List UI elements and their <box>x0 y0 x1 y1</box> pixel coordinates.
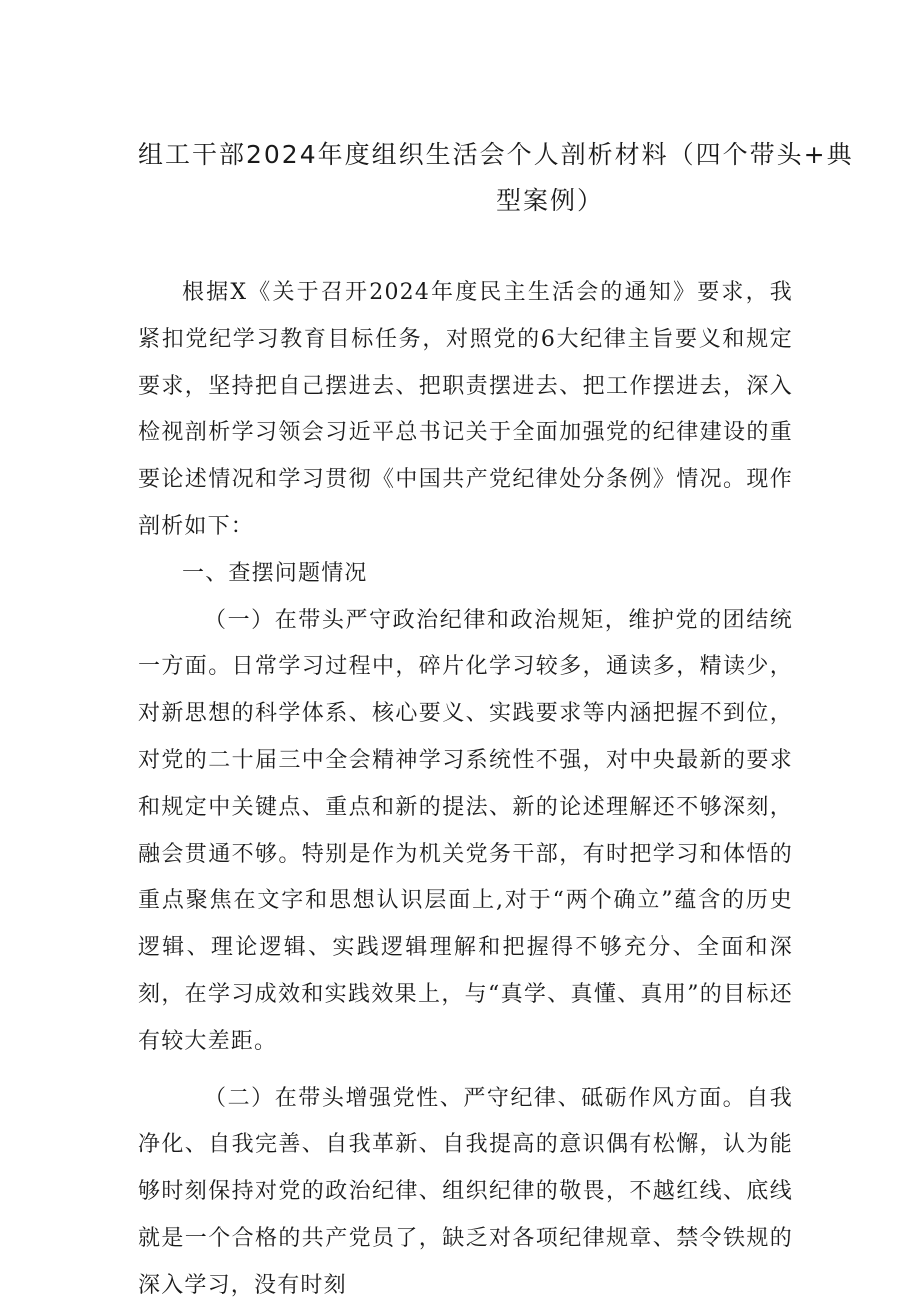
document-body <box>138 270 793 1310</box>
title-line-1: 组工干部2024年度组织生活会个人剖析材料（四个带头+典 <box>138 140 854 169</box>
document-title <box>138 132 854 224</box>
item-paragraph-1: （一）在带头严守政治纪律和政治规矩，维护党的团结统一方面。日常学习过程中，碎片化学习较多，通读多，精读少，对新思想的科学体系、核心要义、实践要求等内涵把握不到位，对党的二十届三中全会精神学习系统性不强，对中央最新的要求和规定中关键点、重点和新的提法、新的论述理解还不够深刻，融会贯通不够。特别是作为机关党务干部，有时把学习和体悟的重点聚焦在文字和思想认识层面上,对于“两个确立”蕴含的历史逻辑、理论逻辑、实践逻辑理解和把握得不够充分、全面和深刻，在学习成效和实践效果上，与“真学、真懂、真用”的目标还有较大差距。 <box>138 607 793 1054</box>
title-line-2: 型案例） <box>496 186 605 215</box>
paragraph-gap <box>138 1066 793 1076</box>
section-heading-1: 一、查摆问题情况 <box>182 560 368 586</box>
intro-paragraph: 根据X《关于召开2024年度民主生活会的通知》要求，我紧扣党纪学习教育目标任务，对照党的6大纪律主旨要义和规定要求，坚持把自己摆进去、把职责摆进去、把工作摆进去，深入检视剖析学习领会习近平总书记关于全面加强党的纪律建设的重要论述情况和学习贯彻《中国共产党纪律处分条例》情况。现作剖析如下： <box>138 280 793 539</box>
item-paragraph-2: （二）在带头增强党性、严守纪律、砥砺作风方面。自我净化、自我完善、自我革新、自我提高的意识偶有松懈，认为能够时刻保持对党的政治纪律、组织纪律的敬畏，不越红线、底线就是一个合格的共产党员了，缺乏对各项纪律规章、禁令铁规的深入学习，没有时刻 <box>138 1085 793 1298</box>
